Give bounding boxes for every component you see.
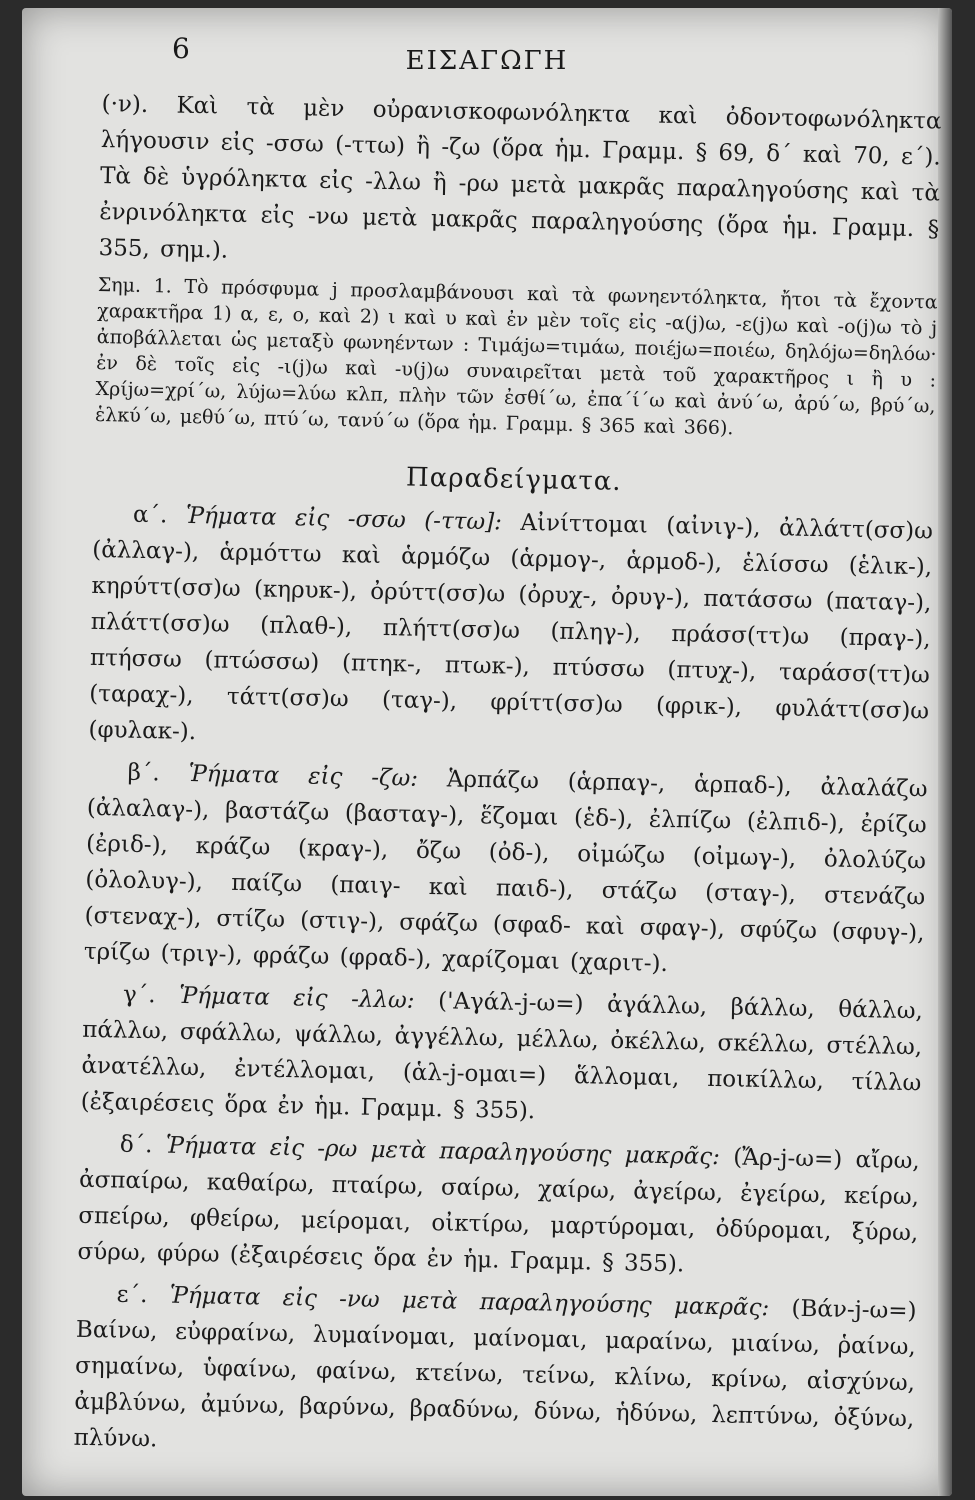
section-heading: Ῥήματα εἰς -ρω μετὰ παραληγούσης μακρᾶς:	[165, 1132, 721, 1171]
section-heading: Ῥήματα εἰς -ζω:	[188, 760, 419, 792]
page-text	[73, 86, 942, 1479]
section-heading: Ῥήματα εἰς -σσω (-ττω]:	[185, 502, 503, 536]
book-page	[22, 8, 952, 1496]
section-d	[77, 1126, 920, 1288]
section-heading: Ῥήματα εἰς -νω μετὰ παραληγούσης μακρᾶς:	[169, 1282, 770, 1322]
section-text: Ἁρπάζω (ἁρπαγ-, ἁρπαδ-), ἀλαλάζω (ἀλαλαγ-), βαστάζω (βασταγ-), ἕζομαι (ἑδ-), ἐλπίζω (ἐλπιδ-), ἐρίζω (ἐριδ-), κράζω (κραγ-), ὄζω (ὀδ-), οἰμώζω (οἰμωγ-), ὀλολύζω (ὀλολυγ-), παίζω (παιγ- καὶ παιδ-), στάζω (σταγ-), στενάζω (στεναχ-), στίζω (στιγ-), σφάζω (σφαδ- καὶ σφαγ-), σφύζω (σφυγ-), τρίζω (τριγ-), φράζω (φραδ-), χαρίζομαι (χαριτ-).	[83, 766, 928, 978]
section-label: β΄.	[127, 759, 160, 787]
section-label: ε΄.	[116, 1281, 148, 1309]
section-e	[73, 1276, 917, 1474]
page-edge	[938, 8, 952, 1496]
running-head: ΕΙΣΑΓΩΓΗ	[405, 46, 569, 76]
page-number: 6	[172, 32, 190, 65]
section-label: γ΄.	[122, 981, 156, 1009]
examples-title: Παραδείγματα.	[405, 462, 622, 497]
note-paragraph: Σημ. 1. Τὸ πρόσφυμα j προσλαμβάνουσι καὶ τὰ φωνηεντόληκτα, ἤτοι τὰ ἔχοντα χαρακτῆρα 1) α, ε, ο, καὶ 2) ι καὶ υ καὶ ἐν μὲν τοῖς εἰς -α(j)ω, -ε(j)ω καὶ -ο(j)ω τὸ j ἀποβάλλεται ὡς μεταξὺ φωνηέντων : Τιμάjω=τιμάω, ποιέjω=ποιέω, δηλόjω=δηλόω· ἐν δὲ τοῖς εἰς -ι(j)ω καὶ -υ(j)ω συναιρεῖται μετὰ τοῦ χαρακτῆρος ι ἢ υ : Χρίjω=χρί΄ω, λύjω=λύω κλπ, πλὴν τῶν ἐσθί΄ω, ἐπα΄ί΄ω καὶ ἀνύ΄ω, ἀρύ΄ω, βρύ΄ω, ἑλκύ΄ω, μεθύ΄ω, πτύ΄ω, τανύ΄ω (ὅρα ἡμ. Γραμμ. § 365 καὶ 366).	[94, 273, 938, 440]
section-text: (Ἄρ-j-ω=) αἴρω, ἀσπαίρω, καθαίρω, πταίρω, σαίρω, χαίρω, ἀγείρω, ἐγείρω, κείρω, σπείρω, φθείρω, μείρομαι, οἰκτίρω, μαρτύρομαι, ὀδύρομαι, ξύρω, σύρω, φύρω (ἐξαιρέσεις ὅρα ἐν ἡμ. Γραμμ. § 355).	[77, 1144, 920, 1278]
section-label: δ΄.	[119, 1131, 153, 1159]
section-text: (Βάν-j-ω=) Βαίνω, εὐφραίνω, λυμαίνομαι, μαίνομαι, μαραίνω, μιαίνω, ῥαίνω, σημαίνω, ὑφαίνω, φαίνω, κτείνω, τείνω, κλίνω, κρίνω, αἰσχύνω, ἀμβλύνω, ἀμύνω, βαρύνω, βραδύνω, δύνω, ἡδύνω, λεπτύνω, ὀξύνω, πλύνω.	[73, 1295, 917, 1453]
intro-paragraph: (·ν). Καὶ τὰ μὲν οὐρανισκοφωνόληκτα καὶ ὀδοντοφωνόληκτα λήγουσιν εἰς -σσω (-ττω) ἢ -ζω (ὅρα ἡμ. Γραμμ. § 69, δ΄ καὶ 70, ε΄). Τὰ δὲ ὑγρόληκτα εἰς -λλω ἢ -ρω μετὰ μακρᾶς παραληγούσης καὶ τὰ ἐνρινόληκτα εἰς -νω μετὰ μακρᾶς παραληγούσης (ὅρα ἡμ. Γραμμ. § 355, σημ.).	[98, 90, 942, 264]
section-heading: Ῥήματα εἰς -λλω:	[178, 982, 415, 1014]
section-b	[83, 754, 927, 988]
page-header	[22, 20, 952, 80]
section-label: α΄.	[132, 501, 168, 529]
section-text: Αἰνίττομαι (αἰνιγ-), ἀλλάττ(σσ)ω (ἀλλαγ-), ἁρμόττω καὶ ἁρμόζω (ἁρμογ-, ἁρμοδ-), ἑλίσσω (ἑλικ-), κηρύττ(σσ)ω (κηρυκ-), ὀρύττ(σσ)ω (ὀρυχ-, ὀρυγ-), πατάσσω (παταγ-), πλάττ(σσ)ω (πλαθ-), πλήττ(σσ)ω (πληγ-), πράσσ(ττ)ω (πραγ-), πτήσσω (πτώσσω) (πτηκ-, πτωκ-), πτύσσω (πτυχ-), ταράσσ(ττ)ω (ταραχ-), τάττ(σσ)ω (ταγ-), φρίττ(σσ)ω (φρικ-), φυλάττ(σσ)ω (φυλακ-).	[88, 509, 934, 746]
section-c	[80, 976, 923, 1138]
section-a	[88, 496, 933, 766]
section-text: ('Αγάλ-j-ω=) ἀγάλλω, βάλλω, θάλλω, πάλλω, σφάλλω, ψάλλω, ἀγγέλλω, μέλλω, ὀκέλλω, σκέλλω, στέλλω, ἀνατέλλω, ἐντέλλομαι, (ἁλ-j-ομαι=) ἅλλομαι, ποικίλλω, τίλλω (ἐξαιρέσεις ὅρα ἐν ἡμ. Γραμμ. § 355).	[80, 988, 924, 1125]
